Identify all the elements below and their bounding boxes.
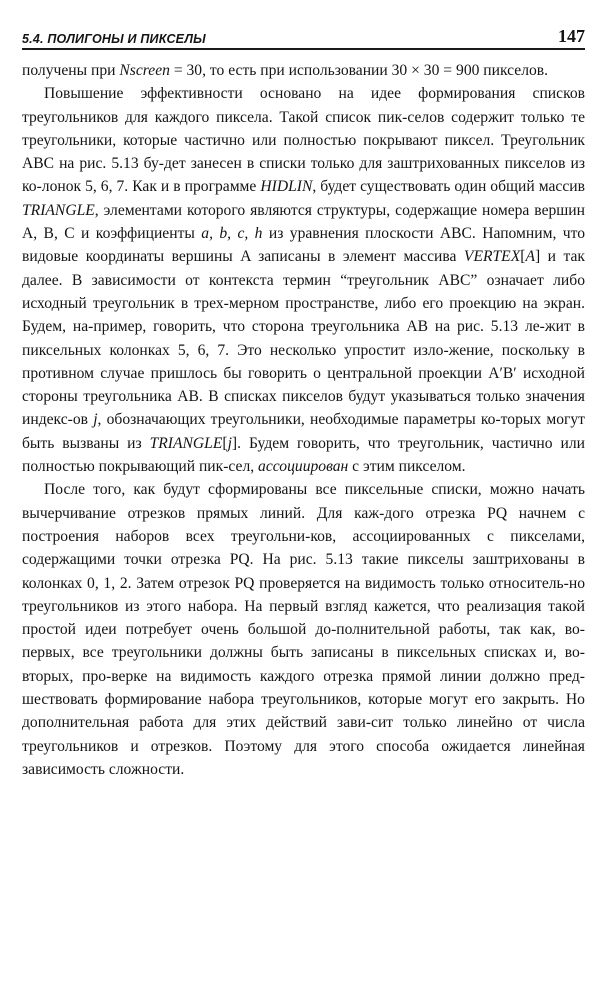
text-run: из уравнения плоскости ABC. Напомним, что видовые [22,225,586,266]
text-run: списков треугольников для каждого пиксела. Такой список пик- [22,85,586,126]
text-run: пример, говорить, что сторона треугольника AB на рис. 5.13 ле- [93,318,545,336]
paragraph-continued [22,59,585,82]
text-run: селов содержит только те треугольники, которые частично или [22,108,586,149]
text-line [22,691,468,708]
text-run: сел, [228,458,259,476]
text-line [44,85,515,102]
text-run: После того, как будут сформированы все пиксельные списки, [44,481,482,499]
text-run: , будет существовать [312,178,451,196]
text-run: можно начать вычерчивание отрезков прямых линий. Для каж- [22,481,585,522]
text-run: получены при [22,62,120,79]
text-run: “треугольник ABC” означает либо исходный треугольник в трех- [22,271,585,312]
text-run: [ [222,434,228,452]
text-run: 900 пикселов. [456,62,549,79]
text-run: ]. Будем говорить, [231,434,360,452]
italic-run: A [525,248,535,266]
text-run: дого отрезка PQ начнем с построения наборов всех треугольни- [22,504,585,545]
text-run: торых могут быть вызваны из [22,411,585,452]
text-line [111,668,585,685]
text-run: координаты вершины A записаны в элемент массива [85,248,457,266]
text-line [42,178,451,195]
text-run: но треугольников из этого набора. На первый взгляд кажется, [22,574,586,615]
italic-run: HIDLIN [260,178,313,196]
italic-run: a, b, c, h [201,225,263,243]
text-run: для этого способа ожидается линейная зависимость сложности. [22,737,585,778]
text-run: PQ. На рис. 5.13 такие пикселы заштрихованы в колонках 0, 1, 2. [22,551,586,592]
text-run: , элементами которого являются [94,201,312,219]
italic-run: TRIANGLE [149,434,223,452]
page-header [22,26,585,50]
paragraph-pixel-lists [22,82,585,478]
text-run: один общий массив [454,178,585,196]
body-text [22,59,585,781]
text-run: дет занесен в списки только для заштрихованных пикселов из ко- [22,155,585,196]
text-run: Повышение эффективности основано на идее формирования [44,85,516,103]
text-run: полнительной работы, так как, во-первых, все треугольники [22,621,585,662]
italic-run: ассоциирован [258,458,349,476]
text-run: с этим пикселом. [348,458,466,476]
running-head: 5.4. ПОЛИГОНЫ И ПИКСЕЛЫ [22,32,206,46]
text-run: должны быть записаны в пиксельных списках и, во-вторых, про- [22,644,585,685]
text-run: сит только линейно от числа треугольников и отрезков. Поэтому [22,714,585,755]
text-run: лонок 5, 6, 7. Как и в программе [41,178,261,196]
text-run: полностью покрывают пиксел. Треугольник ABC на рис. 5.13 бу- [22,131,585,173]
text-run: жение, поскольку в противном случае пришлось бы говорить о [22,341,585,382]
book-page [22,26,585,781]
text-line [136,575,569,592]
text-run: ] и так далее. В зависимости от контекста термин [22,248,585,289]
text-line [93,318,545,335]
text-run: жит в пиксельных колонках 5, 6, 7. Это несколько упростит изло- [22,318,586,359]
text-line [456,62,548,79]
text-line [228,458,465,475]
text-run: ков, ассоциированных с пикселами, содержащими точки отрезка [22,527,585,569]
text-run: что реализация такой простой идеи потребует очень большой до- [22,597,586,639]
text-line [86,248,457,265]
italic-run: Nscreen [119,62,170,79]
italic-run: TRIANGLE [22,201,95,219]
text-run: шествовать формирование набора треугольников, которые могут [22,691,468,709]
text-run: = 30, то есть при использовании 30 × 30 = [169,62,453,79]
text-line [73,411,501,428]
text-run: В списках пикселов будут указываться только значения индекс- [22,388,585,429]
italic-run: j [93,411,98,429]
text-run: , обозначающих треугольники, необходимые параметры ко- [97,411,501,429]
text-run: ов [72,411,94,429]
text-run: что треугольник, частично или полностью покрывающий пик- [22,434,585,476]
text-run: [ [520,248,526,266]
text-line [44,481,482,498]
text-run: структуры, содержащие номера вершин A, B, C и коэффициенты [22,201,585,243]
text-run: его закрыть. Но дополнительная работа для этих действий зави- [22,691,585,732]
text-run: верке на видимость каждого отрезка прямой линии должно пред- [111,667,585,685]
italic-run: j [227,434,232,452]
text-line [22,62,452,79]
page-number: 147 [558,26,585,46]
paragraph-segment-drawing [22,478,585,781]
text-run: Затем отрезок PQ проверяется на видимость только относитель- [136,574,569,592]
text-run: центральной проекции A′B′ исходной стороны треугольника AB. [22,364,585,406]
italic-run: VERTEX [463,248,521,266]
text-run: мерном пространстве, либо его проекцию на экран. Будем, на- [22,294,585,336]
